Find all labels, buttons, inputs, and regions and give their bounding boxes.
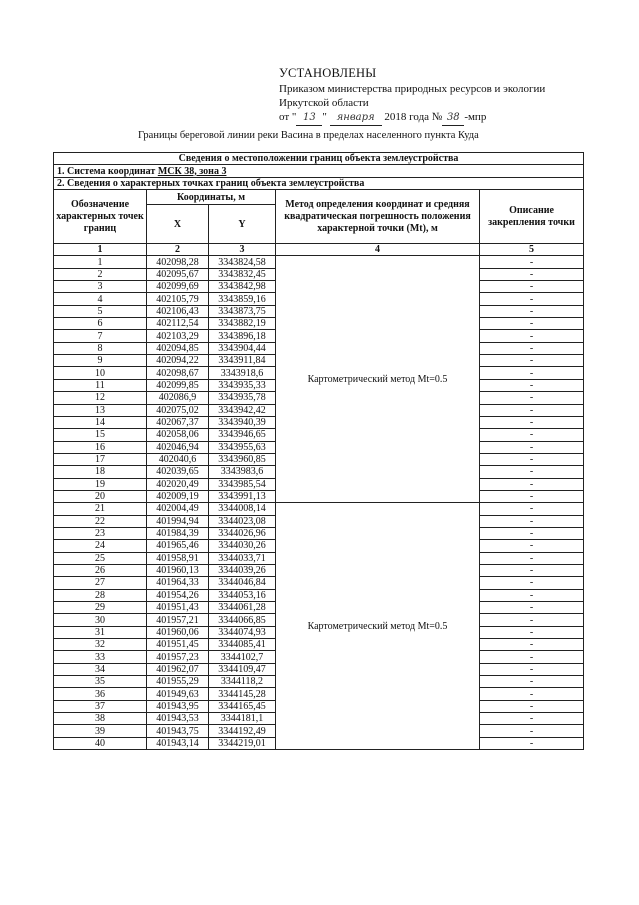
coord-y: 3344145,28 <box>209 688 276 700</box>
point-number: 25 <box>54 552 147 564</box>
coord-y: 3344181,1 <box>209 713 276 725</box>
order-suffix: -мпр <box>464 111 487 123</box>
coordinate-system-row: 1. Система координат МСК 38, зона 3 <box>54 165 584 177</box>
point-description: - <box>480 626 584 638</box>
col-number-4: 4 <box>276 244 480 256</box>
point-number: 36 <box>54 688 147 700</box>
coord-x: 402075,02 <box>147 404 209 416</box>
coord-x: 402098,28 <box>147 256 209 268</box>
point-description: - <box>480 700 584 712</box>
coord-y: 3344030,26 <box>209 540 276 552</box>
point-number: 8 <box>54 342 147 354</box>
col-method: Метод определения координат и средняя квадратическая погрешность положения характерной точки (Mt), м <box>276 190 480 244</box>
coord-y: 3343911,84 <box>209 355 276 367</box>
point-number: 13 <box>54 404 147 416</box>
coord-y: 3343832,45 <box>209 268 276 280</box>
point-number: 28 <box>54 589 147 601</box>
method-cell: Картометрический метод Mt=0.5 <box>276 256 480 503</box>
coord-y: 3344008,14 <box>209 503 276 515</box>
coord-x: 401994,94 <box>147 515 209 527</box>
coord-y: 3344085,41 <box>209 639 276 651</box>
coord-y: 3343904,44 <box>209 342 276 354</box>
coord-x: 402004,49 <box>147 503 209 515</box>
coord-x: 401954,26 <box>147 589 209 601</box>
point-number: 40 <box>54 737 147 749</box>
point-description: - <box>480 614 584 626</box>
point-description: - <box>480 725 584 737</box>
point-number: 39 <box>54 725 147 737</box>
coord-x: 402098,67 <box>147 367 209 379</box>
point-number: 2 <box>54 268 147 280</box>
point-number: 6 <box>54 318 147 330</box>
point-number: 1 <box>54 256 147 268</box>
point-number: 17 <box>54 453 147 465</box>
coord-x: 401943,95 <box>147 700 209 712</box>
coord-x: 401943,53 <box>147 713 209 725</box>
point-number: 20 <box>54 490 147 502</box>
approval-header <box>279 66 545 126</box>
coord-y: 3344066,85 <box>209 614 276 626</box>
coord-x: 402067,37 <box>147 416 209 428</box>
coord-x: 402086,9 <box>147 392 209 404</box>
point-number: 30 <box>54 614 147 626</box>
point-description: - <box>480 367 584 379</box>
coord-y: 3344118,2 <box>209 676 276 688</box>
order-day: 13 <box>296 111 322 126</box>
point-description: - <box>480 589 584 601</box>
order-date-line: от " 13 " января 2018 года № 38 -мпр <box>279 110 545 126</box>
point-number: 38 <box>54 713 147 725</box>
point-description: - <box>480 478 584 490</box>
coord-y: 3344026,96 <box>209 527 276 539</box>
coord-y: 3343985,54 <box>209 478 276 490</box>
coord-y: 3343824,58 <box>209 256 276 268</box>
coord-x: 401957,23 <box>147 651 209 663</box>
coord-y: 3343896,18 <box>209 330 276 342</box>
coord-x: 402009,19 <box>147 490 209 502</box>
point-description: - <box>480 713 584 725</box>
point-number: 21 <box>54 503 147 515</box>
point-number: 7 <box>54 330 147 342</box>
coord-x: 401957,21 <box>147 614 209 626</box>
method-cell: Картометрический метод Mt=0.5 <box>276 503 480 750</box>
coord-x: 401951,43 <box>147 602 209 614</box>
coord-x: 401958,91 <box>147 552 209 564</box>
coord-y: 3343873,75 <box>209 305 276 317</box>
coord-x: 402095,67 <box>147 268 209 280</box>
table-row <box>54 503 584 515</box>
point-number: 29 <box>54 602 147 614</box>
point-description: - <box>480 490 584 502</box>
coord-x: 401960,06 <box>147 626 209 638</box>
point-number: 4 <box>54 293 147 305</box>
point-description: - <box>480 663 584 675</box>
coord-x: 401949,63 <box>147 688 209 700</box>
table-banner: Сведения о местоположении границ объекта землеустройства <box>54 153 584 165</box>
coord-x: 402094,85 <box>147 342 209 354</box>
point-number: 34 <box>54 663 147 675</box>
coord-x: 402020,49 <box>147 478 209 490</box>
coord-y: 3343918,6 <box>209 367 276 379</box>
point-description: - <box>480 330 584 342</box>
point-number: 19 <box>54 478 147 490</box>
point-number: 35 <box>54 676 147 688</box>
coord-x: 402099,69 <box>147 281 209 293</box>
coord-y: 3344192,49 <box>209 725 276 737</box>
coord-y: 3343991,13 <box>209 490 276 502</box>
point-description: - <box>480 268 584 280</box>
col-description: Описание закрепления точки <box>480 190 584 244</box>
coord-x: 401965,46 <box>147 540 209 552</box>
point-description: - <box>480 404 584 416</box>
point-description: - <box>480 639 584 651</box>
coord-x: 402106,43 <box>147 305 209 317</box>
approved-label: УСТАНОВЛЕНЫ <box>279 66 377 80</box>
coord-y: 3343935,33 <box>209 379 276 391</box>
coord-x: 402103,29 <box>147 330 209 342</box>
point-description: - <box>480 441 584 453</box>
point-number: 14 <box>54 416 147 428</box>
coord-x: 402112,54 <box>147 318 209 330</box>
coord-x: 401943,75 <box>147 725 209 737</box>
coord-y: 3344109,47 <box>209 663 276 675</box>
col-designation: Обозначение характерных точек границ <box>54 190 147 244</box>
coord-y: 3343882,19 <box>209 318 276 330</box>
order-number: 38 <box>442 111 464 126</box>
coord-x: 401984,39 <box>147 527 209 539</box>
point-description: - <box>480 355 584 367</box>
point-description: - <box>480 564 584 576</box>
point-description: - <box>480 515 584 527</box>
point-description: - <box>480 379 584 391</box>
col-number-3: 3 <box>209 244 276 256</box>
point-description: - <box>480 651 584 663</box>
coordinates-table <box>53 152 584 750</box>
coord-x: 401943,14 <box>147 737 209 749</box>
coord-x: 402058,06 <box>147 429 209 441</box>
col-x: X <box>147 205 209 244</box>
point-description: - <box>480 577 584 589</box>
point-description: - <box>480 392 584 404</box>
point-description: - <box>480 256 584 268</box>
coord-y: 3343983,6 <box>209 466 276 478</box>
col-coordinates: Координаты, м <box>147 190 276 205</box>
coord-x: 402105,79 <box>147 293 209 305</box>
point-number: 33 <box>54 651 147 663</box>
coord-x: 402039,65 <box>147 466 209 478</box>
coord-x: 402094,22 <box>147 355 209 367</box>
document-title: Границы береговой линии реки Васина в пределах населенного пункта Куда <box>138 130 479 141</box>
coord-y: 3343940,39 <box>209 416 276 428</box>
col-y: Y <box>209 205 276 244</box>
coord-x: 401960,13 <box>147 564 209 576</box>
coord-x: 402040,6 <box>147 453 209 465</box>
col-number-1: 1 <box>54 244 147 256</box>
point-description: - <box>480 281 584 293</box>
coord-y: 3344165,45 <box>209 700 276 712</box>
coord-y: 3343859,16 <box>209 293 276 305</box>
col-number-2: 2 <box>147 244 209 256</box>
point-description: - <box>480 466 584 478</box>
point-number: 16 <box>54 441 147 453</box>
point-number: 24 <box>54 540 147 552</box>
point-description: - <box>480 429 584 441</box>
section-2-title: 2. Сведения о характерных точках границ объекта землеустройства <box>54 177 584 189</box>
coord-x: 401951,45 <box>147 639 209 651</box>
point-number: 3 <box>54 281 147 293</box>
coord-y: 3344046,84 <box>209 577 276 589</box>
coord-x: 402099,85 <box>147 379 209 391</box>
coord-y: 3344219,01 <box>209 737 276 749</box>
coord-y: 3344039,26 <box>209 564 276 576</box>
coord-y: 3344023,08 <box>209 515 276 527</box>
order-line-2: Иркутской области <box>279 97 369 109</box>
point-number: 18 <box>54 466 147 478</box>
coord-y: 3343946,65 <box>209 429 276 441</box>
point-number: 23 <box>54 527 147 539</box>
coord-x: 401955,29 <box>147 676 209 688</box>
point-number: 10 <box>54 367 147 379</box>
point-number: 27 <box>54 577 147 589</box>
point-description: - <box>480 737 584 749</box>
point-description: - <box>480 552 584 564</box>
order-line-1: Приказом министерства природных ресурсов и экологии <box>279 83 546 95</box>
coord-y: 3343935,78 <box>209 392 276 404</box>
point-description: - <box>480 602 584 614</box>
coord-x: 401964,33 <box>147 577 209 589</box>
coordinate-system-value: МСК 38, зона 3 <box>157 165 227 177</box>
point-number: 37 <box>54 700 147 712</box>
point-number: 15 <box>54 429 147 441</box>
point-description: - <box>480 676 584 688</box>
order-month: января <box>330 111 382 126</box>
point-description: - <box>480 416 584 428</box>
point-description: - <box>480 540 584 552</box>
coord-y: 3344061,28 <box>209 602 276 614</box>
coord-y: 3343942,42 <box>209 404 276 416</box>
coord-x: 401962,07 <box>147 663 209 675</box>
table-row <box>54 256 584 268</box>
point-number: 32 <box>54 639 147 651</box>
point-description: - <box>480 527 584 539</box>
point-description: - <box>480 503 584 515</box>
point-number: 5 <box>54 305 147 317</box>
point-description: - <box>480 305 584 317</box>
point-number: 31 <box>54 626 147 638</box>
point-number: 9 <box>54 355 147 367</box>
coord-x: 402046,94 <box>147 441 209 453</box>
point-description: - <box>480 688 584 700</box>
point-number: 22 <box>54 515 147 527</box>
coord-y: 3343842,98 <box>209 281 276 293</box>
point-number: 26 <box>54 564 147 576</box>
coord-y: 3343955,63 <box>209 441 276 453</box>
coord-y: 3344033,71 <box>209 552 276 564</box>
point-description: - <box>480 293 584 305</box>
point-description: - <box>480 342 584 354</box>
col-number-5: 5 <box>480 244 584 256</box>
point-number: 11 <box>54 379 147 391</box>
coord-y: 3344102,7 <box>209 651 276 663</box>
point-description: - <box>480 453 584 465</box>
coord-y: 3344074,93 <box>209 626 276 638</box>
point-description: - <box>480 318 584 330</box>
coord-y: 3344053,16 <box>209 589 276 601</box>
point-number: 12 <box>54 392 147 404</box>
coord-y: 3343960,85 <box>209 453 276 465</box>
